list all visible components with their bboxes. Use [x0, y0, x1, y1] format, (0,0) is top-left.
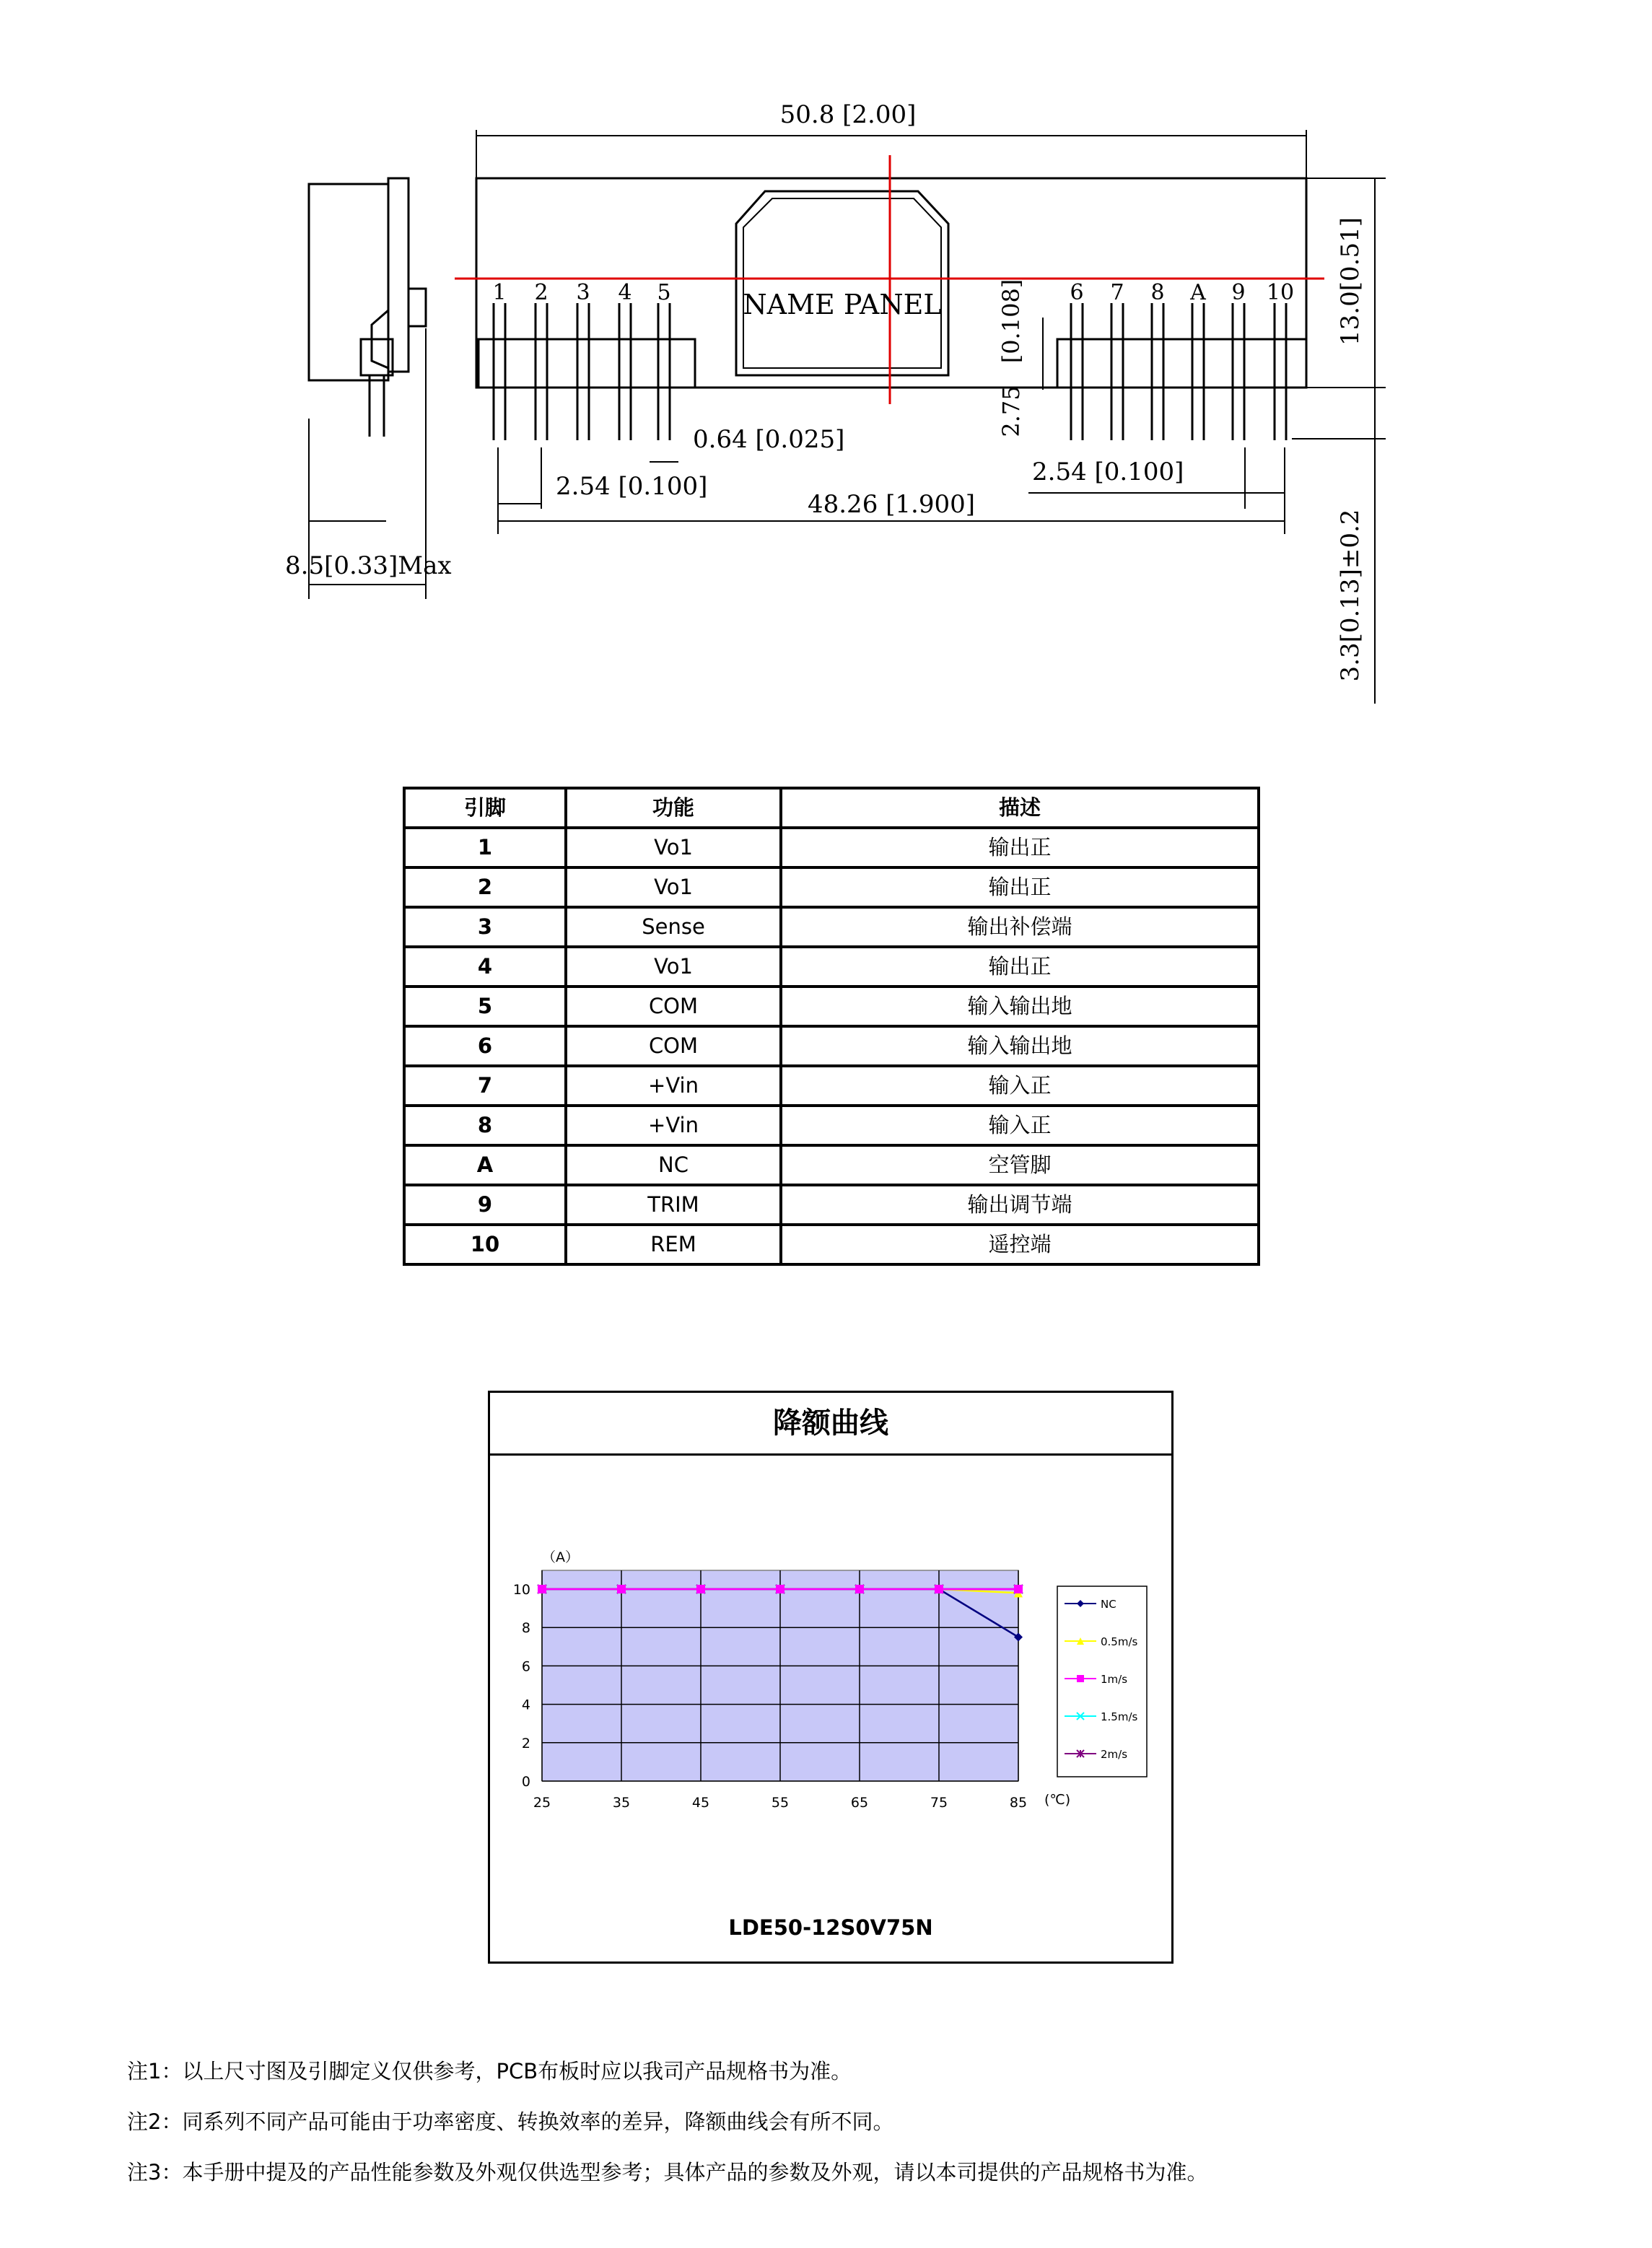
dim-thickness: 8.5[0.33]Max: [285, 551, 452, 580]
description-cell: 输出补偿端: [781, 907, 1259, 947]
pin-definition-table: [403, 787, 1260, 1266]
data-point: [1014, 1585, 1023, 1593]
dim-pin-pitch-right: 2.54 [0.100]: [1032, 458, 1184, 486]
x-tick-label: 85: [1009, 1795, 1028, 1811]
x-tick-label: 25: [533, 1795, 551, 1811]
pin-label-4: 4: [618, 280, 632, 305]
derating-chart-plot: [490, 1458, 1171, 1905]
y-tick-label: 6: [521, 1658, 530, 1675]
dim-pin-pitch-left: 2.54 [0.100]: [556, 472, 708, 501]
function-cell: NC: [566, 1145, 781, 1185]
pin-cell: 3: [404, 907, 566, 947]
function-cell: Vo1: [566, 828, 781, 867]
data-point: [935, 1585, 943, 1593]
dim-pin-length: 3.3[0.13]±0.2: [1336, 509, 1365, 682]
description-cell: 输出正: [781, 867, 1259, 907]
description-cell: 输出调节端: [781, 1185, 1259, 1225]
pin-label-9: 9: [1231, 280, 1246, 305]
description-cell: 遥控端: [781, 1225, 1259, 1264]
derating-chart: [488, 1391, 1174, 1964]
dim-offset-inch: [0.108]: [997, 279, 1025, 364]
description-cell: 输入正: [781, 1106, 1259, 1145]
dim-offset: 2.75: [997, 385, 1025, 437]
y-tick-label: 10: [512, 1582, 530, 1598]
chart-caption: LDE50-12S0V75N: [728, 1915, 933, 1940]
table-row: [404, 907, 1259, 947]
legend-entry: 2m/s: [1101, 1748, 1128, 1761]
x-tick-label: 55: [771, 1795, 790, 1811]
pin-cell: 7: [404, 1066, 566, 1106]
data-point: [1077, 1675, 1084, 1682]
data-point: [538, 1585, 546, 1593]
y-tick-label: 4: [521, 1697, 530, 1713]
legend-entry: 0.5m/s: [1101, 1635, 1138, 1648]
dim-pin-width: 0.64 [0.025]: [693, 425, 845, 454]
x-axis-label: (℃): [1044, 1792, 1071, 1808]
dim-height: 13.0[0.51]: [1336, 217, 1365, 346]
table-row: [404, 828, 1259, 867]
dim-pin-span: 48.26 [1.900]: [807, 490, 976, 519]
header-description: 描述: [781, 788, 1259, 828]
table-header-row: [404, 788, 1259, 828]
legend-entry: 1m/s: [1101, 1673, 1128, 1686]
pin-cell: 4: [404, 947, 566, 987]
y-tick-label: 2: [521, 1735, 530, 1751]
y-tick-label: 8: [521, 1620, 530, 1637]
header-function: 功能: [566, 788, 781, 828]
table-row: [404, 987, 1259, 1026]
description-cell: 空管脚: [781, 1145, 1259, 1185]
data-point: [696, 1585, 705, 1593]
table-row: [404, 947, 1259, 987]
x-tick-label: 35: [612, 1795, 631, 1811]
table-row: [404, 1066, 1259, 1106]
pin-label-6: 6: [1070, 280, 1084, 305]
function-cell: REM: [566, 1225, 781, 1264]
pin-label-2: 2: [534, 280, 549, 305]
table-row: [404, 867, 1259, 907]
data-point: [776, 1585, 785, 1593]
pin-label-7: 7: [1110, 280, 1124, 305]
legend-entry: 1.5m/s: [1101, 1710, 1138, 1723]
pin-cell: 5: [404, 987, 566, 1026]
description-cell: 输入输出地: [781, 1026, 1259, 1066]
legend-entry: NC: [1101, 1598, 1116, 1611]
note-1: 注1：以上尺寸图及引脚定义仅供参考，PCB布板时应以我司产品规格书为准。: [127, 2059, 852, 2083]
mechanical-drawing: [0, 0, 1652, 722]
x-tick-label: 45: [691, 1795, 710, 1811]
data-point: [617, 1585, 626, 1593]
description-cell: 输入输出地: [781, 987, 1259, 1026]
pin-label-1: 1: [492, 280, 507, 305]
note-3: 注3：本手册中提及的产品性能参数及外观仅供选型参考；具体产品的参数及外观，请以本司提供的产品规格书为准。: [127, 2160, 1208, 2184]
function-cell: COM: [566, 987, 781, 1026]
pin-cell: 2: [404, 867, 566, 907]
function-cell: Sense: [566, 907, 781, 947]
description-cell: 输出正: [781, 947, 1259, 987]
description-cell: 输入正: [781, 1066, 1259, 1106]
dim-total-length: 50.8 [2.00]: [779, 100, 917, 129]
table-row: [404, 1225, 1259, 1264]
table-row: [404, 1145, 1259, 1185]
pin-cell: 10: [404, 1225, 566, 1264]
note-2: 注2：同系列不同产品可能由于功率密度、转换效率的差异，降额曲线会有所不同。: [127, 2109, 894, 2134]
function-cell: TRIM: [566, 1185, 781, 1225]
table-row: [404, 1106, 1259, 1145]
pin-label-8: 8: [1150, 280, 1165, 305]
function-cell: Vo1: [566, 947, 781, 987]
data-point: [855, 1585, 864, 1593]
function-cell: Vo1: [566, 867, 781, 907]
x-tick-label: 65: [850, 1795, 869, 1811]
table-row: [404, 1026, 1259, 1066]
pin-cell: 9: [404, 1185, 566, 1225]
function-cell: COM: [566, 1026, 781, 1066]
pin-cell: 1: [404, 828, 566, 867]
pin-label-3: 3: [576, 280, 590, 305]
function-cell: +Vin: [566, 1106, 781, 1145]
pin-label-a: A: [1190, 280, 1206, 305]
x-tick-label: 75: [930, 1795, 948, 1811]
y-tick-label: 0: [521, 1774, 530, 1790]
function-cell: +Vin: [566, 1066, 781, 1106]
chart-title: 降额曲线: [490, 1393, 1171, 1456]
y-axis-label: （A）: [542, 1549, 579, 1565]
table-row: [404, 1185, 1259, 1225]
pin-label-10: 10: [1266, 280, 1295, 305]
pin-cell: 6: [404, 1026, 566, 1066]
description-cell: 输出正: [781, 828, 1259, 867]
pin-cell: 8: [404, 1106, 566, 1145]
header-pin: 引脚: [404, 788, 566, 828]
pin-cell: A: [404, 1145, 566, 1185]
name-panel-label: NAME PANEL: [743, 289, 942, 320]
pin-label-5: 5: [657, 280, 671, 305]
